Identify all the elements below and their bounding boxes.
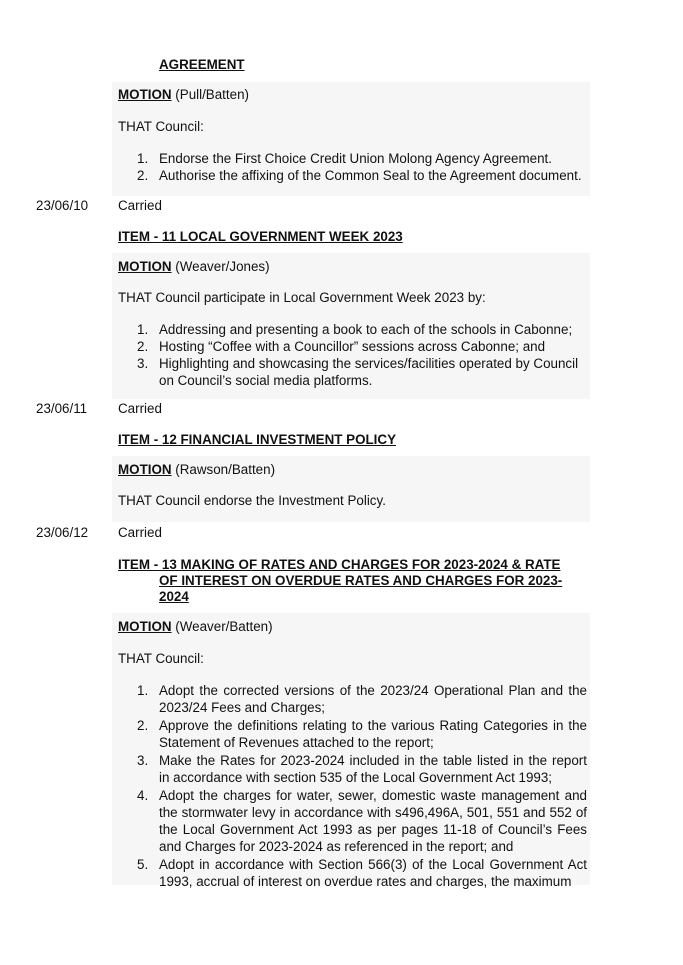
list-item: 5. Adopt in accordance with Section 566(3) of the Local Government Act 1993, accrual of interest on overdue rates and charges, the maximum [137, 857, 587, 889]
list-item: 4. Adopt the charges for water, sewer, domestic waste management and the stormwater levy in accordance with s496,496A, 501, 551 and 552 of the Local Government Act 1993 as per pages 11-18 of Council’s Fees and Charges for 2023-2024 as referenced in the report; and [137, 788, 587, 854]
item-heading-local-government-week: ITEM - 11 LOCAL GOVERNMENT WEEK 2023 [118, 229, 403, 244]
list-item: 3. Make the Rates for 2023-2024 included in the table listed in the report in accordance with section 535 of the Local Government Act 1993; [137, 753, 587, 785]
motion-intro: THAT Council: [118, 119, 204, 134]
motion-movers: (Weaver/Jones) [175, 259, 270, 274]
list-item: 2. Approve the definitions relating to the various Rating Categories in the Statement of Revenues attached to the report; [137, 718, 587, 750]
list-item: 3. Highlighting and showcasing the services/facilities operated by Council on Council’s social media platforms. [137, 356, 579, 388]
motion-label: MOTION [118, 619, 172, 634]
motion-line [118, 259, 270, 274]
motion-movers: (Weaver/Batten) [175, 619, 273, 634]
list-item: 1. Addressing and presenting a book to each of the schools in Cabonne; [137, 322, 573, 337]
item-heading-rates-line3: 2024 [159, 589, 189, 604]
resolution-number: 23/06/11 [36, 401, 88, 416]
motion-label: MOTION [118, 259, 172, 274]
resolution-status: Carried [118, 525, 162, 540]
list-item: 1. Endorse the First Choice Credit Union Molong Agency Agreement. [137, 151, 552, 166]
motion-movers: (Rawson/Batten) [175, 462, 276, 477]
motion-intro: THAT Council endorse the Investment Policy. [118, 493, 386, 508]
motion-intro: THAT Council: [118, 651, 204, 666]
motion-label: MOTION [118, 87, 172, 102]
item-heading-agreement: AGREEMENT [159, 57, 245, 72]
item-heading-rates-line2: OF INTEREST ON OVERDUE RATES AND CHARGES FOR 2023- [159, 573, 563, 588]
list-item: 2. Hosting “Coffee with a Councillor” sessions across Cabonne; and [137, 339, 546, 354]
item-heading-financial-investment-policy: ITEM - 12 FINANCIAL INVESTMENT POLICY [118, 432, 396, 447]
list-item: 2. Authorise the affixing of the Common Seal to the Agreement document. [137, 168, 582, 183]
resolution-status: Carried [118, 198, 162, 213]
motion-line [118, 462, 275, 477]
motion-line [118, 619, 273, 634]
motion-label: MOTION [118, 462, 172, 477]
resolution-number: 23/06/10 [36, 198, 89, 213]
list-item: 1. Adopt the corrected versions of the 2023/24 Operational Plan and the 2023/24 Fees and Charges; [137, 683, 587, 715]
resolution-status: Carried [118, 401, 162, 416]
motion-list [137, 150, 587, 184]
motion-list [137, 321, 587, 389]
resolution-number: 23/06/12 [36, 525, 89, 540]
motion-line [118, 87, 249, 102]
motion-intro: THAT Council participate in Local Government Week 2023 by: [118, 290, 486, 305]
motion-list [137, 682, 587, 890]
motion-movers: (Pull/Batten) [175, 87, 249, 102]
item-heading-rates-line1: ITEM - 13 MAKING OF RATES AND CHARGES FOR 2023-2024 & RATE [118, 557, 561, 572]
